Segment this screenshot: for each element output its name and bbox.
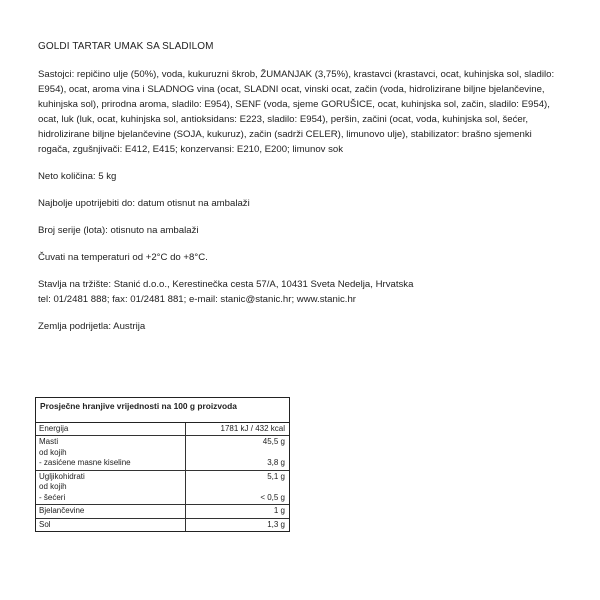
nutrient-label: - zasićene masne kiseline bbox=[39, 458, 131, 467]
nutrient-label: Ugljikohidrati bbox=[39, 471, 85, 481]
nutrient-label: - šećeri bbox=[39, 492, 66, 502]
nutrient-value bbox=[190, 482, 285, 493]
nutrient-label: Sol bbox=[39, 519, 51, 529]
nutrition-row-energy bbox=[36, 423, 289, 437]
batch-number-text: Broj serije (lota): otisnuto na ambalaži bbox=[38, 225, 199, 236]
nutrient-value bbox=[190, 448, 285, 459]
distributor-block bbox=[38, 277, 563, 307]
nutrient-value: 45,5 g bbox=[262, 437, 285, 446]
nutrition-value-cell bbox=[186, 471, 289, 505]
origin-text: Zemlja podrijetla: Austrija bbox=[38, 321, 146, 332]
distributor-contact: tel: 01/2481 888; fax: 01/2481 881; e-mail: stanic@stanic.hr; www.stanic.hr bbox=[38, 294, 356, 305]
product-title: GOLDI TARTAR UMAK SA SLADILOM bbox=[38, 41, 214, 52]
nutrition-label-cell bbox=[36, 505, 186, 518]
nutrition-value-cell bbox=[186, 505, 289, 518]
net-quantity-text: Neto količina: 5 kg bbox=[38, 171, 117, 182]
nutrition-label-cell bbox=[36, 471, 186, 505]
nutrient-value: 1 g bbox=[273, 506, 285, 515]
nutrient-label: od kojih bbox=[39, 482, 67, 491]
label-document bbox=[38, 39, 563, 346]
nutrition-label-cell bbox=[36, 423, 186, 436]
nutrient-label: Energija bbox=[39, 423, 69, 433]
nutrition-row-fat bbox=[36, 436, 289, 471]
nutrition-label-cell bbox=[36, 519, 186, 532]
best-before-text: Najbolje upotrijebiti do: datum otisnut na ambalaži bbox=[38, 198, 250, 209]
storage-text: Čuvati na temperaturi od +2°C do +8°C. bbox=[38, 252, 208, 263]
nutrition-value-cell bbox=[186, 519, 289, 532]
nutrient-label: od kojih bbox=[39, 447, 67, 457]
nutrition-row-salt bbox=[36, 519, 289, 532]
nutrition-value-cell bbox=[186, 436, 289, 470]
nutrition-row-protein bbox=[36, 505, 289, 519]
nutrient-value: 1,3 g bbox=[267, 519, 285, 529]
nutrient-value: < 0,5 g bbox=[260, 492, 285, 502]
nutrient-value: 1781 kJ / 432 kcal bbox=[220, 423, 285, 433]
nutrient-label: Masti bbox=[39, 437, 59, 446]
nutrition-label-cell bbox=[36, 436, 186, 470]
ingredients-text: Sastojci: repičino ulje (50%), voda, kukuruzni škrob, ŽUMANJAK (3,75%), krastavci (krastavci, ocat, kuhinjska sol, sladilo: E954), ocat, aroma vina i SLADNOG vina (ocat, SLADNI ocat, vinski ocat, začin (voda, hidrolizirane biljne bjelančevine, kuhinjska sol), prirodna aroma, sladilo: E954), SENF (voda, sjeme GORUŠICE, ocat, kuhinjska sol, začin, sladilo: E954), ocat, luk (luk, ocat, kuhinjska sol, antioksidans: E223, sladilo: E954), peršin, začini (ocat, voda, kuhinjska sol, šećer, hidrolizirane biljne bjelančevine (SOJA, kukuruz), začin (sadrži CELER), limunovo ulje), stabilizator: brašno sjemenki rogača, zgušnjivači: E412, E415; konzervansi: E210, E200; limunov sok bbox=[38, 69, 555, 155]
nutrient-label: Bjelančevine bbox=[39, 506, 85, 515]
nutrition-table-heading: Prosječne hranjive vrijednosti na 100 g proizvoda bbox=[36, 398, 289, 423]
nutrient-value: 5,1 g bbox=[267, 471, 285, 481]
nutrition-value-cell bbox=[186, 423, 289, 436]
nutrition-table bbox=[35, 397, 290, 532]
nutrient-value: 3,8 g bbox=[267, 458, 285, 467]
distributor-address: Stavlja na tržište: Stanić d.o.o., Kerestinečka cesta 57/A, 10431 Sveta Nedelja, Hrvatska bbox=[38, 279, 414, 290]
nutrition-row-carbohydrates bbox=[36, 471, 289, 506]
